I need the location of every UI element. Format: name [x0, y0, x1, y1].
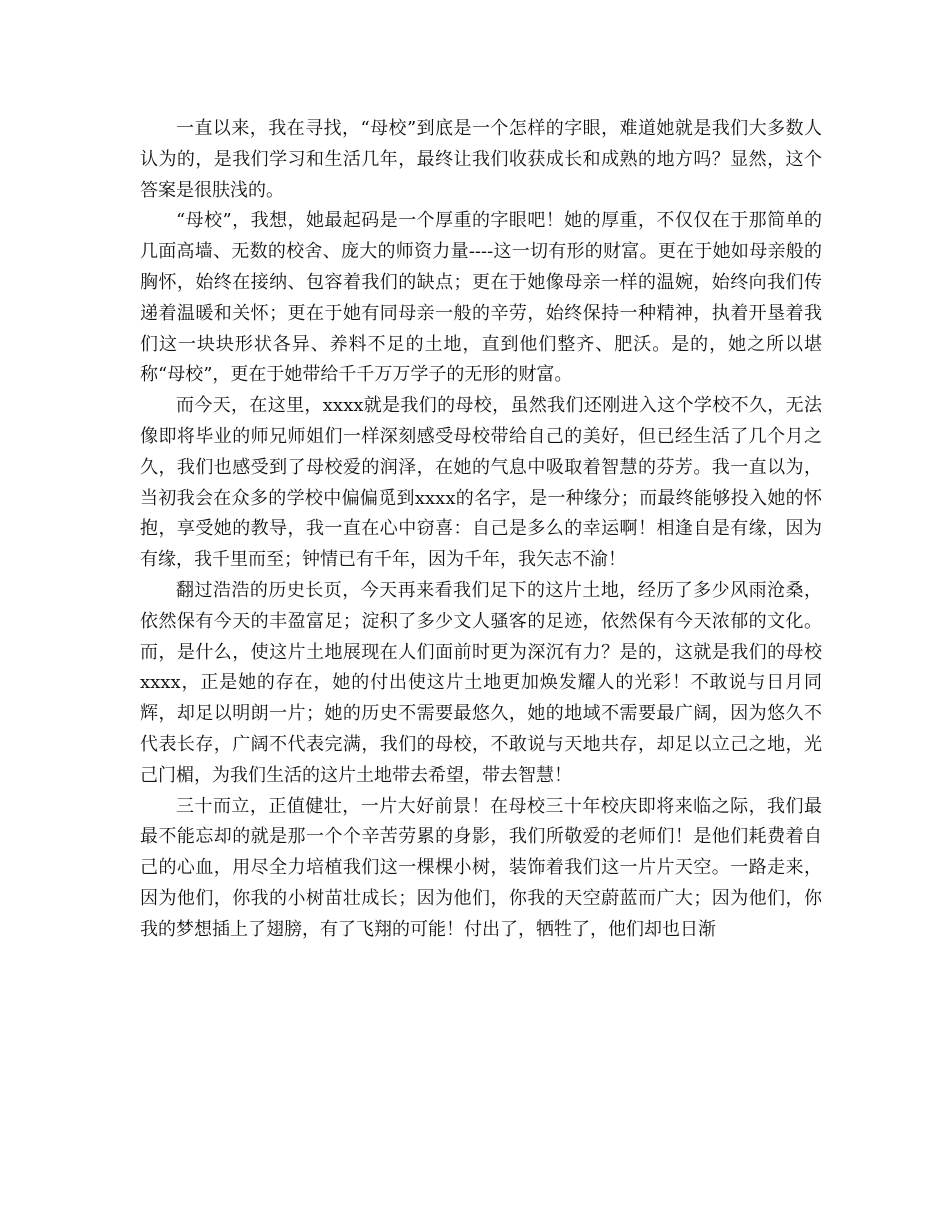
paragraph: 而今天，在这里，xxxx就是我们的母校，虽然我们还刚进入这个学校不久，无法像即将毕业的师兄师姐们一样深刻感受母校带给自己的美好，但已经生活了几个月之久，我们也感受到了母校爱的润泽，在她的气息中吸取着智慧的芬芳。我一直以为，当初我会在众多的学校中偏偏觅到xxxx的名字，是一种缘分；而最终能够投入她的怀抱，享受她的教导，我一直在心中窃喜：自己是多么的幸运啊！相逢自是有缘，因为有缘，我千里而至；钟情已有千年，因为千年，我矢志不渝！: [140, 395, 822, 571]
paragraph: 一直以来，我在寻找，“母校”到底是一个怎样的字眼，难道她就是我们大多数人认为的，是我们学习和生活几年，最终让我们收获成长和成熟的地方吗？显然，这个答案是很肤浅的。: [140, 118, 822, 201]
paragraph: 翻过浩浩的历史长页，今天再来看我们足下的这片土地，经历了多少风雨沧桑，依然保有今天的丰盈富足；淀积了多少文人骚客的足迹，依然保有今天浓郁的文化。而，是什么，使这片土地展现在人们面前时更为深沉有力？是的，这就是我们的母校xxxx，正是她的存在，她的付出使这片土地更加焕发耀人的光彩！不敢说与日月同辉，却足以明朗一片；她的历史不需要最悠久，她的地域不需要最广阔，因为悠久不代表长存，广阔不代表完满，我们的母校，不敢说与天地共存，却足以立己之地，光己门楣，为我们生活的这片土地带去希望，带去智慧！: [140, 579, 822, 786]
paragraph: “母校”，我想，她最起码是一个厚重的字眼吧！她的厚重，不仅仅在于那简单的几面高墙、无数的校舍、庞大的师资力量----这一切有形的财富。更在于她如母亲般的胸怀，始终在接纳、包容着我们的缺点；更在于她像母亲一样的温婉，始终向我们传递着温暖和关怀；更在于她有同母亲一般的辛劳，始终保持一种精神，执着开垦着我们这一块块形状各异、养料不足的土地，直到他们整齐、肥沃。是的，她之所以堪称“母校”，更在于她带给千千万万学子的无形的财富。: [140, 210, 822, 386]
paragraph: 三十而立，正值健壮，一片大好前景！在母校三十年校庆即将来临之际，我们最最不能忘却的就是那一个个辛苦劳累的身影，我们所敬爱的老师们！是他们耗费着自己的心血，用尽全力培植我们这一棵棵小树，装饰着我们这一片片天空。一路走来，因为他们，你我的小树苗壮成长；因为他们，你我的天空蔚蓝而广大；因为他们，你我的梦想插上了翅膀，有了飞翔的可能！付出了，牺牲了，他们却也日渐: [140, 795, 822, 940]
document-body: [140, 114, 822, 946]
